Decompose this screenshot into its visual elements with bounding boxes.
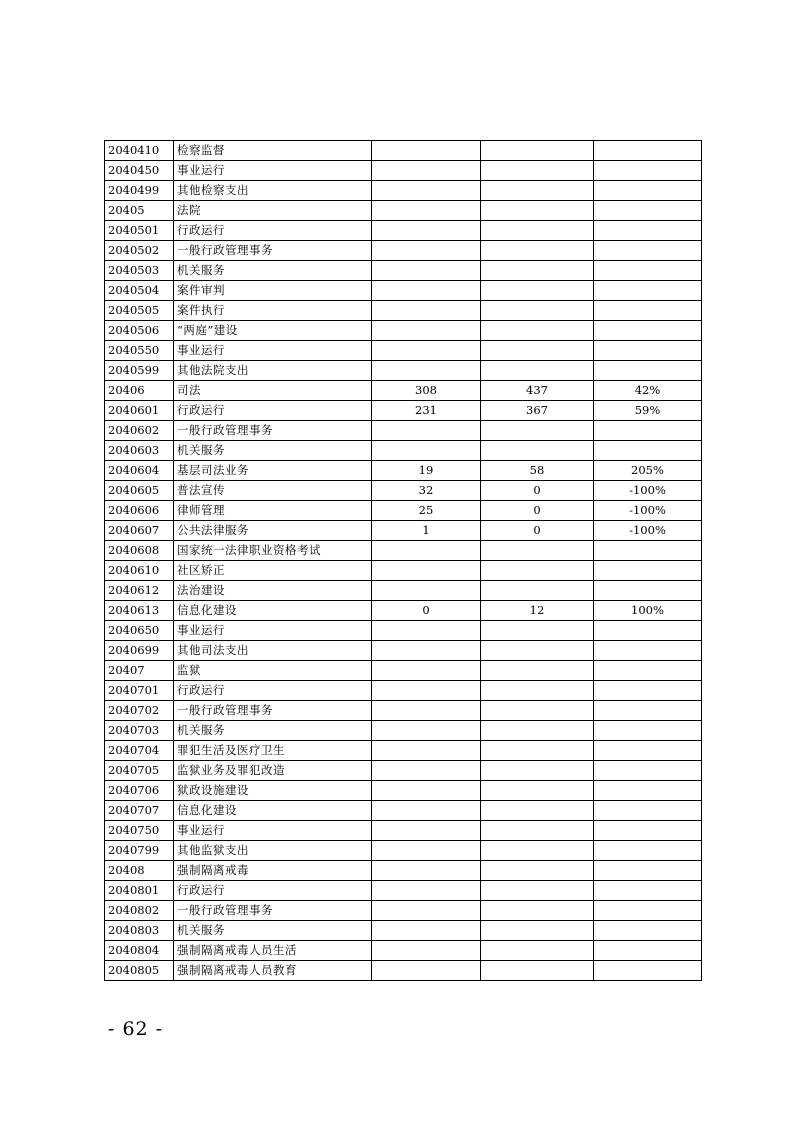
code-cell: 2040506 (105, 321, 174, 341)
value-cell-2 (481, 261, 594, 281)
table-row (105, 541, 702, 561)
code-cell: 20405 (105, 201, 174, 221)
table-row (105, 221, 702, 241)
name-cell: 信息化建设 (174, 801, 372, 821)
name-cell: 其他司法支出 (174, 641, 372, 661)
value-cell-1 (372, 701, 481, 721)
value-cell-1 (372, 361, 481, 381)
value-cell-2 (481, 921, 594, 941)
code-cell: 2040704 (105, 741, 174, 761)
table-row (105, 641, 702, 661)
name-cell: 行政运行 (174, 401, 372, 421)
name-cell: 信息化建设 (174, 601, 372, 621)
name-cell: 基层司法业务 (174, 461, 372, 481)
name-cell: 案件执行 (174, 301, 372, 321)
value-cell-1 (372, 821, 481, 841)
name-cell: 监狱 (174, 661, 372, 681)
table-row (105, 421, 702, 441)
value-cell-1 (372, 801, 481, 821)
table-row (105, 761, 702, 781)
value-cell-2 (481, 161, 594, 181)
value-cell-2 (481, 181, 594, 201)
name-cell: 公共法律服务 (174, 521, 372, 541)
value-cell-2 (481, 701, 594, 721)
name-cell: 机关服务 (174, 721, 372, 741)
value-cell-1 (372, 941, 481, 961)
value-cell-1: 32 (372, 481, 481, 501)
table-row (105, 841, 702, 861)
value-cell-1 (372, 161, 481, 181)
value-cell-3 (594, 361, 702, 381)
value-cell-1 (372, 681, 481, 701)
value-cell-2 (481, 581, 594, 601)
value-cell-2 (481, 741, 594, 761)
value-cell-2: 367 (481, 401, 594, 421)
table-row (105, 961, 702, 981)
value-cell-2 (481, 801, 594, 821)
value-cell-1 (372, 741, 481, 761)
value-cell-3 (594, 681, 702, 701)
value-cell-2 (481, 881, 594, 901)
value-cell-3 (594, 861, 702, 881)
name-cell: 机关服务 (174, 261, 372, 281)
code-cell: 2040505 (105, 301, 174, 321)
value-cell-3 (594, 821, 702, 841)
value-cell-3 (594, 261, 702, 281)
name-cell: 其他监狱支出 (174, 841, 372, 861)
name-cell: 罪犯生活及医疗卫生 (174, 741, 372, 761)
value-cell-3 (594, 741, 702, 761)
table-row (105, 361, 702, 381)
table-row (105, 741, 702, 761)
name-cell: 一般行政管理事务 (174, 901, 372, 921)
table-row (105, 781, 702, 801)
table-row (105, 601, 702, 621)
code-cell: 2040750 (105, 821, 174, 841)
code-cell: 2040799 (105, 841, 174, 861)
value-cell-2: 58 (481, 461, 594, 481)
code-cell: 2040803 (105, 921, 174, 941)
name-cell: 强制隔离戒毒人员教育 (174, 961, 372, 981)
name-cell: 事业运行 (174, 821, 372, 841)
value-cell-2: 0 (481, 501, 594, 521)
value-cell-3 (594, 701, 702, 721)
value-cell-3 (594, 661, 702, 681)
value-cell-2 (481, 281, 594, 301)
budget-table-body (105, 141, 702, 981)
table-row (105, 561, 702, 581)
name-cell: 行政运行 (174, 881, 372, 901)
value-cell-2 (481, 321, 594, 341)
value-cell-3 (594, 541, 702, 561)
name-cell: 一般行政管理事务 (174, 421, 372, 441)
table-row (105, 461, 702, 481)
code-cell: 2040703 (105, 721, 174, 741)
name-cell: 事业运行 (174, 161, 372, 181)
value-cell-2 (481, 861, 594, 881)
value-cell-3 (594, 441, 702, 461)
code-cell: 2040804 (105, 941, 174, 961)
value-cell-2 (481, 821, 594, 841)
name-cell: 其他法院支出 (174, 361, 372, 381)
value-cell-1 (372, 141, 481, 161)
table-row (105, 501, 702, 521)
value-cell-1: 0 (372, 601, 481, 621)
value-cell-2 (481, 361, 594, 381)
name-cell: 强制隔离戒毒人员生活 (174, 941, 372, 961)
value-cell-1 (372, 861, 481, 881)
value-cell-1 (372, 281, 481, 301)
table-row (105, 521, 702, 541)
page-number: - 62 - (108, 1018, 164, 1040)
table-row (105, 141, 702, 161)
name-cell: 机关服务 (174, 441, 372, 461)
value-cell-1 (372, 781, 481, 801)
code-cell: 20408 (105, 861, 174, 881)
value-cell-2 (481, 641, 594, 661)
value-cell-1 (372, 221, 481, 241)
code-cell: 2040602 (105, 421, 174, 441)
table-row (105, 301, 702, 321)
code-cell: 2040699 (105, 641, 174, 661)
code-cell: 2040607 (105, 521, 174, 541)
name-cell: 法院 (174, 201, 372, 221)
table-row (105, 381, 702, 401)
value-cell-3 (594, 561, 702, 581)
value-cell-2 (481, 961, 594, 981)
name-cell: 国家统一法律职业资格考试 (174, 541, 372, 561)
code-cell: 2040706 (105, 781, 174, 801)
value-cell-1 (372, 921, 481, 941)
code-cell: 2040601 (105, 401, 174, 421)
value-cell-2 (481, 761, 594, 781)
value-cell-2 (481, 441, 594, 461)
value-cell-1 (372, 441, 481, 461)
name-cell: “两庭”建设 (174, 321, 372, 341)
name-cell: 司法 (174, 381, 372, 401)
name-cell: 检察监督 (174, 141, 372, 161)
value-cell-3 (594, 161, 702, 181)
table-row (105, 261, 702, 281)
value-cell-3: -100% (594, 521, 702, 541)
value-cell-2 (481, 721, 594, 741)
value-cell-3 (594, 301, 702, 321)
value-cell-1: 231 (372, 401, 481, 421)
table-row (105, 281, 702, 301)
value-cell-2 (481, 201, 594, 221)
value-cell-3 (594, 181, 702, 201)
value-cell-2 (481, 341, 594, 361)
name-cell: 其他检察支出 (174, 181, 372, 201)
value-cell-3 (594, 241, 702, 261)
value-cell-2 (481, 661, 594, 681)
name-cell: 一般行政管理事务 (174, 241, 372, 261)
table-row (105, 321, 702, 341)
value-cell-1 (372, 901, 481, 921)
table-row (105, 481, 702, 501)
table-row (105, 921, 702, 941)
value-cell-2 (481, 241, 594, 261)
value-cell-3: -100% (594, 481, 702, 501)
value-cell-3 (594, 621, 702, 641)
table-row (105, 441, 702, 461)
value-cell-3 (594, 961, 702, 981)
value-cell-1 (372, 881, 481, 901)
code-cell: 2040802 (105, 901, 174, 921)
name-cell: 事业运行 (174, 341, 372, 361)
value-cell-1 (372, 541, 481, 561)
code-cell: 2040604 (105, 461, 174, 481)
value-cell-1 (372, 181, 481, 201)
value-cell-1 (372, 241, 481, 261)
code-cell: 2040603 (105, 441, 174, 461)
table-row (105, 621, 702, 641)
value-cell-2 (481, 621, 594, 641)
value-cell-1: 308 (372, 381, 481, 401)
code-cell: 2040599 (105, 361, 174, 381)
code-cell: 2040450 (105, 161, 174, 181)
value-cell-3: 100% (594, 601, 702, 621)
value-cell-2: 0 (481, 521, 594, 541)
value-cell-1 (372, 641, 481, 661)
value-cell-1 (372, 341, 481, 361)
value-cell-2 (481, 781, 594, 801)
table-row (105, 701, 702, 721)
value-cell-3 (594, 141, 702, 161)
value-cell-3 (594, 761, 702, 781)
code-cell: 2040410 (105, 141, 174, 161)
table-row (105, 721, 702, 741)
code-cell: 20406 (105, 381, 174, 401)
value-cell-3 (594, 421, 702, 441)
value-cell-1 (372, 321, 481, 341)
value-cell-1 (372, 721, 481, 741)
code-cell: 2040650 (105, 621, 174, 641)
value-cell-1 (372, 561, 481, 581)
value-cell-3 (594, 941, 702, 961)
table-row (105, 661, 702, 681)
value-cell-3 (594, 801, 702, 821)
value-cell-2 (481, 941, 594, 961)
code-cell: 2040707 (105, 801, 174, 821)
code-cell: 2040702 (105, 701, 174, 721)
name-cell: 机关服务 (174, 921, 372, 941)
value-cell-2 (481, 681, 594, 701)
code-cell: 2040501 (105, 221, 174, 241)
value-cell-3: -100% (594, 501, 702, 521)
value-cell-1 (372, 621, 481, 641)
name-cell: 案件审判 (174, 281, 372, 301)
value-cell-3 (594, 221, 702, 241)
value-cell-1 (372, 661, 481, 681)
value-cell-1: 1 (372, 521, 481, 541)
code-cell: 2040705 (105, 761, 174, 781)
code-cell: 2040805 (105, 961, 174, 981)
value-cell-2 (481, 301, 594, 321)
table-row (105, 801, 702, 821)
code-cell: 2040502 (105, 241, 174, 261)
value-cell-1 (372, 301, 481, 321)
table-row (105, 681, 702, 701)
value-cell-2: 0 (481, 481, 594, 501)
value-cell-3 (594, 721, 702, 741)
code-cell: 2040613 (105, 601, 174, 621)
value-cell-3 (594, 881, 702, 901)
value-cell-1 (372, 201, 481, 221)
value-cell-3 (594, 781, 702, 801)
code-cell: 2040499 (105, 181, 174, 201)
name-cell: 行政运行 (174, 681, 372, 701)
value-cell-1 (372, 581, 481, 601)
value-cell-3 (594, 921, 702, 941)
name-cell: 狱政设施建设 (174, 781, 372, 801)
name-cell: 普法宣传 (174, 481, 372, 501)
table-row (105, 161, 702, 181)
table-row (105, 181, 702, 201)
code-cell: 2040550 (105, 341, 174, 361)
value-cell-1 (372, 761, 481, 781)
value-cell-3 (594, 321, 702, 341)
table-row (105, 401, 702, 421)
code-cell: 2040701 (105, 681, 174, 701)
value-cell-1 (372, 961, 481, 981)
value-cell-1: 25 (372, 501, 481, 521)
table-row (105, 901, 702, 921)
value-cell-3 (594, 581, 702, 601)
name-cell: 事业运行 (174, 621, 372, 641)
name-cell: 社区矫正 (174, 561, 372, 581)
code-cell: 2040610 (105, 561, 174, 581)
value-cell-3 (594, 341, 702, 361)
code-cell: 2040503 (105, 261, 174, 281)
name-cell: 法治建设 (174, 581, 372, 601)
table-row (105, 881, 702, 901)
value-cell-1 (372, 841, 481, 861)
code-cell: 2040606 (105, 501, 174, 521)
name-cell: 律师管理 (174, 501, 372, 521)
name-cell: 强制隔离戒毒 (174, 861, 372, 881)
budget-table (104, 140, 702, 981)
name-cell: 行政运行 (174, 221, 372, 241)
code-cell: 20407 (105, 661, 174, 681)
table-row (105, 581, 702, 601)
value-cell-2 (481, 901, 594, 921)
code-cell: 2040612 (105, 581, 174, 601)
value-cell-2 (481, 221, 594, 241)
value-cell-3: 205% (594, 461, 702, 481)
table-row (105, 941, 702, 961)
value-cell-3: 42% (594, 381, 702, 401)
code-cell: 2040608 (105, 541, 174, 561)
value-cell-3 (594, 901, 702, 921)
name-cell: 一般行政管理事务 (174, 701, 372, 721)
table-row (105, 861, 702, 881)
value-cell-2: 437 (481, 381, 594, 401)
value-cell-2 (481, 141, 594, 161)
value-cell-2 (481, 841, 594, 861)
table-row (105, 341, 702, 361)
code-cell: 2040801 (105, 881, 174, 901)
value-cell-1: 19 (372, 461, 481, 481)
value-cell-2 (481, 541, 594, 561)
value-cell-3 (594, 201, 702, 221)
table-row (105, 241, 702, 261)
code-cell: 2040605 (105, 481, 174, 501)
value-cell-2 (481, 561, 594, 581)
value-cell-3 (594, 281, 702, 301)
value-cell-2: 12 (481, 601, 594, 621)
value-cell-3: 59% (594, 401, 702, 421)
value-cell-3 (594, 841, 702, 861)
value-cell-1 (372, 261, 481, 281)
value-cell-3 (594, 641, 702, 661)
table-row (105, 201, 702, 221)
code-cell: 2040504 (105, 281, 174, 301)
value-cell-1 (372, 421, 481, 441)
table-row (105, 821, 702, 841)
value-cell-2 (481, 421, 594, 441)
name-cell: 监狱业务及罪犯改造 (174, 761, 372, 781)
